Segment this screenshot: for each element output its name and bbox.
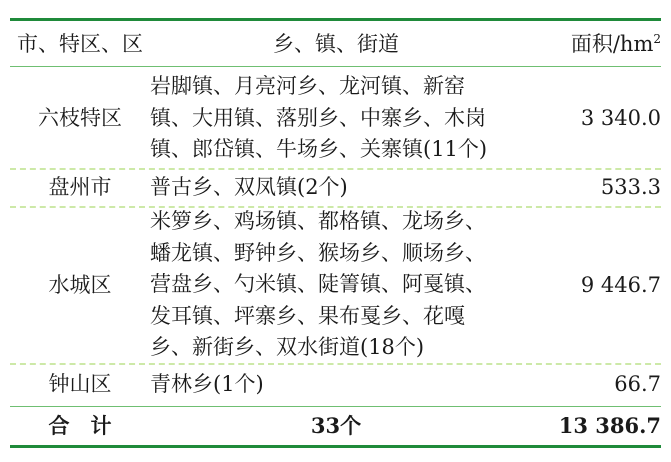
table-row-region: 六枝特区: [38, 106, 122, 130]
table-row-towns: [150, 206, 522, 364]
table-bottom-rule: [10, 445, 661, 448]
table-top-rule: [10, 18, 661, 21]
header-towns: 乡、镇、街道: [273, 32, 399, 56]
total-area: 13 386.7: [558, 413, 661, 438]
area-table: [10, 18, 661, 448]
header-area: [522, 22, 661, 66]
towns-line: 蟠龙镇、野钟乡、猴场乡、顺场乡、: [150, 240, 486, 265]
total-count: 33个: [310, 413, 362, 438]
table-row-towns: [150, 71, 522, 166]
header-bottom-rule: [10, 66, 661, 67]
table-row-region: 水城区: [48, 273, 112, 297]
towns-line: 镇、大用镇、落别乡、中寨乡、木岗: [150, 105, 486, 130]
header-region: 市、特区、区: [17, 32, 143, 56]
towns-line: 米箩乡、鸡场镇、都格镇、龙场乡、: [150, 209, 486, 233]
towns-line: 镇、郎岱镇、牛场乡、关寨镇(11个): [150, 137, 488, 161]
total-label: 合 计: [48, 413, 112, 438]
table-row-area: 533.3: [600, 175, 661, 199]
row-separator: [10, 168, 661, 170]
table-row-area: 9 446.7: [580, 273, 661, 297]
towns-line: 营盘乡、勺米镇、陡箐镇、阿戛镇、: [150, 272, 486, 296]
total-top-rule: [10, 406, 661, 407]
table-row-area: 66.7: [614, 372, 661, 396]
table-row-towns: 普古乡、双凤镇(2个): [150, 175, 348, 199]
towns-line: 发耳镇、坪寨乡、果布戛乡、花嘎: [150, 303, 465, 328]
table-row-region: 盘州市: [48, 175, 112, 199]
towns-line: 乡、新街乡、双水街道(18个): [150, 335, 425, 359]
table-row-region: 钟山区: [48, 372, 112, 396]
towns-line: 岩脚镇、月亮河乡、龙河镇、新窑: [150, 74, 465, 98]
table-row-towns: 青林乡(1个): [150, 372, 264, 396]
header-area-unit-sup: 2: [653, 32, 661, 46]
table-row-area: 3 340.0: [580, 106, 661, 130]
header-area-label: 面积/hm: [570, 32, 654, 56]
